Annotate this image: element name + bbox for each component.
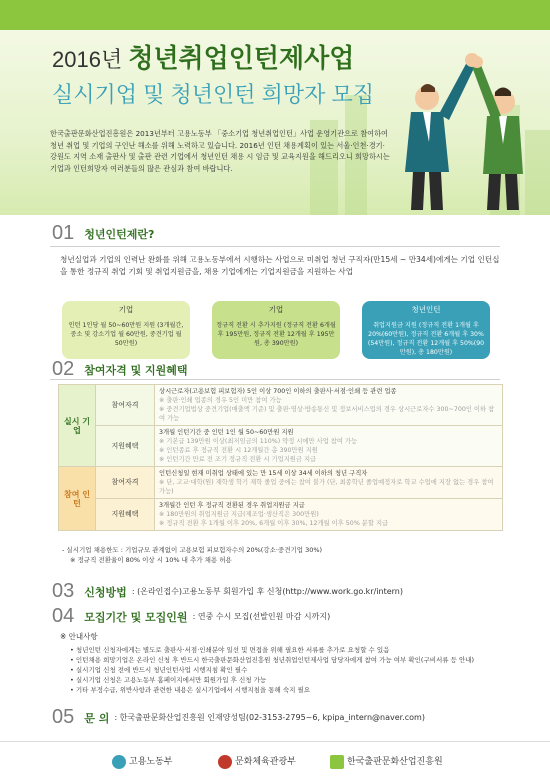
page-title: 청년취업인턴제사업: [128, 43, 355, 73]
logo-ministry-labor: 고용노동부: [112, 754, 172, 769]
footnote: ※ 정규직 전환율이 80% 이상 시 10% 내 추가 채용 허용: [70, 556, 232, 564]
benefit-box-title: 기업: [268, 305, 284, 314]
benefit-box-conversion: [212, 301, 340, 359]
table-row: [59, 499, 503, 531]
benefit-box-text: 취업지원금 지원 (정규직 전환 1개월 후 20%(60만원), 정규직 전환 6개월 후 30%(54만원), 정규직 전환 12개월 후 50%(90만원), 총 180만원): [367, 322, 485, 356]
table-category: 실시 기업: [59, 385, 96, 467]
table-cell: [155, 426, 503, 467]
page-subtitle: 실시기업 및 청년인턴 희망자 모집: [52, 82, 374, 107]
table-subcategory: 참여자격: [96, 385, 155, 426]
table-line: ※ 인턴종료 후 정규직 전환 시 12개월간 총 390만원 지원: [159, 447, 318, 454]
table-line: 상시근로자(고용보험 피보험자) 5인 이상 700인 이하의 출판사·서점·인쇄 등 관련 업종: [159, 388, 397, 395]
notice-item: • 실시기업 신청은 고용노동부 홈페이지에서만 회원가입 후 신청 가능: [70, 676, 267, 684]
table-subcategory: 지원혜택: [96, 499, 155, 531]
kpipa-logo-icon: [330, 755, 344, 769]
benefit-box-title: 기업: [118, 305, 134, 314]
table-line: ※ 단, 고교·대학(원) 재학생 학기 재학 졸업 중에는 참여 불가 (단, 최종학년 졸업예정자로 학교 수업에 지장 없는 경우 참여 가능): [159, 479, 494, 495]
notice-list: [60, 632, 500, 695]
notice-title: ※ 안내사항: [60, 632, 98, 641]
benefit-box-text: 인턴 1인당 월 50~60만원 지원 (3개월간, 중소 및 강소기업 월 60만원, 중견기업 월 50만원): [68, 322, 184, 347]
section-text: : (온라인접수)고용노동부 회원가입 후 신청(http://www.work.go.kr/intern): [131, 587, 403, 596]
table-cell: [155, 385, 503, 426]
section-title: 신청방법: [84, 585, 127, 599]
section-1-heading: [52, 222, 154, 245]
section-2-footnotes: [62, 545, 502, 565]
section-4-heading: [52, 605, 330, 628]
ministry-culture-logo-icon: [218, 755, 232, 769]
section-3-heading: [52, 580, 403, 603]
benefit-box-intern: [362, 301, 490, 359]
section-1-text: 청년실업과 기업의 인력난 완화를 위해 고용노동부에서 시행하는 사업으로 미취업 청년 구직자(만15세 ~ 만34세)에게는 기업 인턴십을 통한 정규직 취업 기회 및 취업지원금을, 채용 기업에게는 기업지원금을 지원하는 사업: [60, 255, 500, 276]
section-text: : 한국출판문화산업진흥원 인재양성팀(02-3153-2795~6, kpipa_intern@naver.com): [114, 713, 425, 722]
section-divider: [50, 379, 500, 380]
table-line: ※ 중견기업법상 중견기업(매출액 기준) 및 출판·영상·방송통신 및 정보서비스업의 경우 상시근로자수 300~700인 이하 참여 가능: [159, 406, 495, 422]
header-banner: [0, 0, 550, 215]
table-row: [59, 385, 503, 426]
section-number: 05: [52, 706, 75, 728]
section-title: 참여자격 및 지원혜택: [84, 363, 188, 377]
header-top-band: [0, 0, 550, 30]
section-number: 04: [52, 605, 75, 627]
table-row: [59, 467, 503, 499]
table-line: 3개월간 인턴 후 정규직 전환된 경우 취업지원금 지급: [159, 502, 305, 509]
notice-item: • 청년인턴 신청자에게는 별도로 출판사·서점·인쇄분야 일선 및 면접을 위해 필요한 서류를 추가로 요청할 수 있음: [70, 646, 390, 654]
benefit-box-text: 정규직 전환 시 추가지원 (정규직 전환 6개월 후 195만원, 정규직 전환 12개월 후 195만원, 총 390만원): [216, 322, 336, 347]
section-title: 청년인턴제란?: [84, 227, 155, 241]
benefit-box-company: [62, 301, 190, 359]
title-year: 2016년: [52, 47, 123, 72]
logo-kpipa: 한국출판문화산업진흥원: [330, 754, 443, 769]
footer-logos: [0, 741, 550, 781]
table-cell: [155, 467, 503, 499]
notice-item: • 인턴채용 희망기업은 온라인 신청 후 반드시 한국출판문화산업진흥원 청년취업인턴제사업 담당자에게 참여 가능 여부 확인(구비서류 등 안내): [70, 656, 475, 664]
table-line: ※ 정규직 전환 후 1개월 이후 20%, 6개월 이후 30%, 12개월 이후 50% 분할 지급: [159, 520, 389, 527]
table-category: 참여 인턴: [59, 467, 96, 531]
section-title: 모집기간 및 모집인원: [84, 610, 188, 624]
section-text: : 연중 수시 모집(선발인원 마감 시까지): [192, 612, 331, 621]
benefit-box-title: 청년인턴: [411, 305, 441, 314]
table-line: ※ 인턴기간 만료 전 조기 정규직 전환 시 기업지원금 지급: [159, 456, 317, 463]
table-line: 3개월 인턴기간 중 인턴 1인 월 50~60만원 지원: [159, 429, 294, 436]
intro-paragraph: 한국출판문화산업진흥원은 2013년부터 고용노동부 「중소기업 청년취업인턴」사업 운영기관으로 참여하여 청년 취업 및 기업의 구인난 해소를 위해 노력하고 있습니다. 2016년 인턴 채용계획이 있는 서울·인천·경기·강원도 지역 소재 출판사 및 출판 관련 기업에서 청년인턴 채용 시 임금 및 교육지원을 해드리오니 희망하시는 기업과 인턴희망자 여러분들의 많은 관심과 참여 바랍니다.: [50, 129, 390, 173]
table-subcategory: 참여자격: [96, 467, 155, 499]
section-2-heading: [52, 358, 188, 381]
table-row: [59, 426, 503, 467]
eligibility-table: [58, 384, 503, 531]
footnote: - 실시기업 채용한도 : 기업규모 관계없이 고용보험 피보험자수의 20%(강소·중견기업 30%): [62, 546, 323, 554]
section-title: 문 의: [84, 711, 110, 725]
section-number: 03: [52, 580, 75, 602]
table-line: 인턴신청일 현재 미취업 상태에 있는 만 15세 이상 34세 이하의 청년 구직자: [159, 470, 368, 477]
notice-item: • 실시기업 신청 전에 반드시 청년인턴사업 시행지침 확인 필수: [70, 666, 248, 674]
title-line: [52, 38, 354, 75]
ministry-labor-logo-icon: [112, 755, 126, 769]
section-5-heading: [52, 706, 425, 729]
section-divider: [50, 246, 500, 247]
table-cell: [155, 499, 503, 531]
table-line: ※ 기본급 139만원 이상(최저임금의 110%) 약정 시에만 사업 참여 가능: [159, 438, 358, 445]
table-line: ※ 출판·인쇄 업종의 경우 5인 미만 참여 가능: [159, 397, 282, 404]
table-line: ※ 180만원의 취업지원금 지급(제조업·생산직은 300만원): [159, 511, 319, 518]
section-number: 01: [52, 222, 75, 244]
logo-ministry-culture: 문화체육관광부: [218, 754, 296, 769]
high-five-illustration: [395, 40, 540, 215]
section-number: 02: [52, 358, 75, 380]
notice-item: • 기타 부정수급, 위반사항과 관련한 내용은 실시기업에서 시행지침을 통해 숙지 필요: [70, 686, 311, 694]
table-subcategory: 지원혜택: [96, 426, 155, 467]
